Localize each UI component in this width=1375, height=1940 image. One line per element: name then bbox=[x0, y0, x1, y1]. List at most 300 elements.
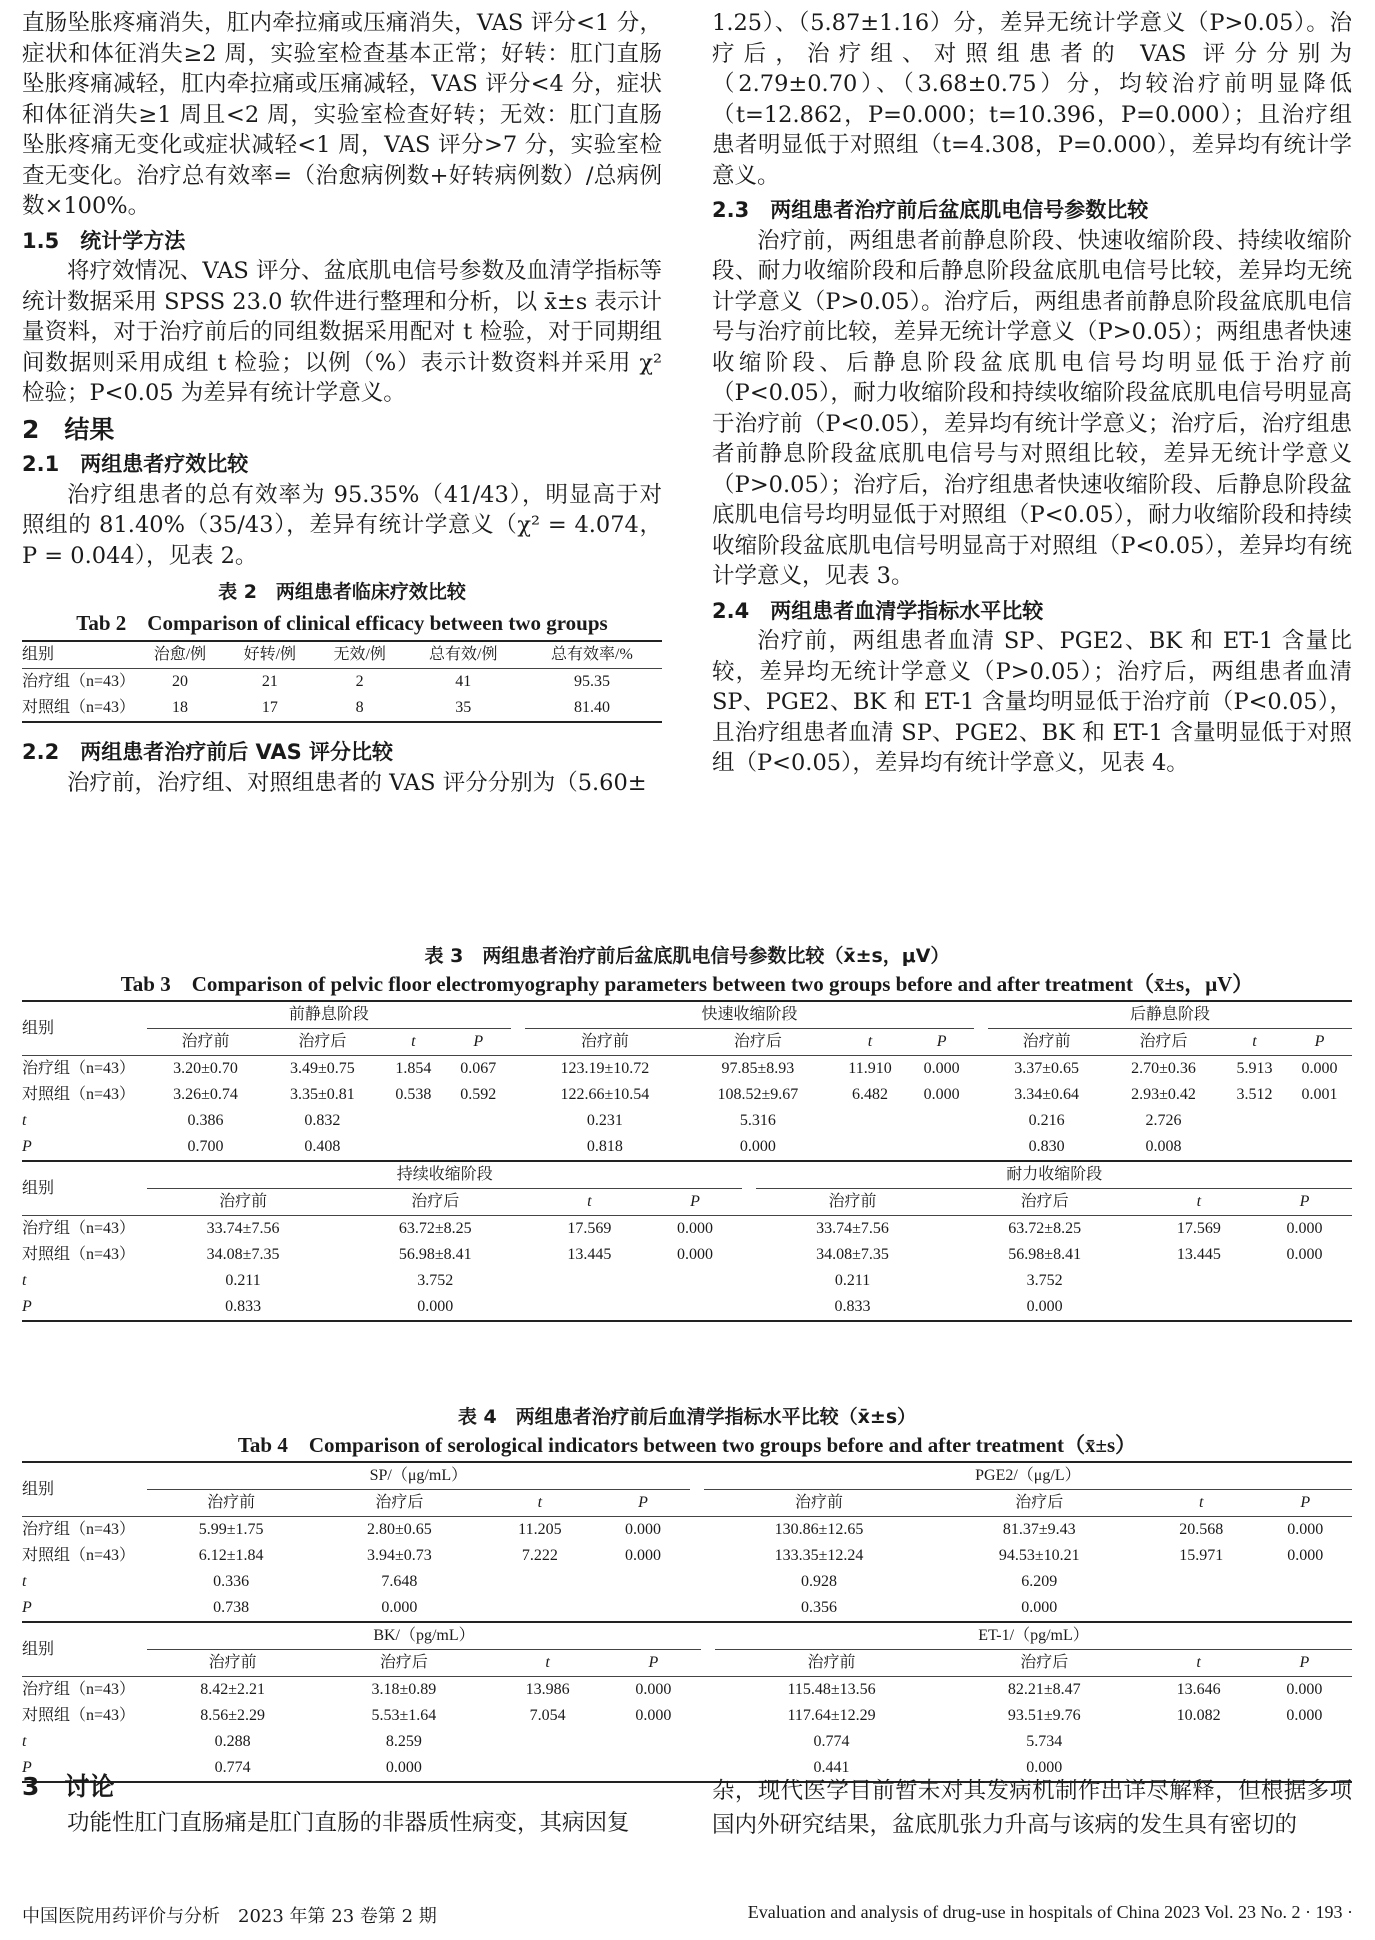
table3-stage-endurance: 耐力收缩阶段 bbox=[756, 1162, 1352, 1189]
table-cell: 122.66±10.54 bbox=[560, 1086, 650, 1103]
table-cell: t bbox=[22, 1112, 27, 1129]
table-row bbox=[22, 695, 662, 722]
table-cell: P bbox=[596, 1490, 690, 1517]
table-cell bbox=[1141, 1268, 1257, 1294]
table-cell: P bbox=[22, 1138, 32, 1155]
table-cell bbox=[647, 1294, 742, 1321]
table-cell: 3.752 bbox=[1026, 1272, 1063, 1289]
table-cell: 对照组（n=43） bbox=[22, 1707, 136, 1724]
table-cell: 0.008 bbox=[1145, 1138, 1182, 1155]
table-cell: 0.592 bbox=[460, 1086, 497, 1103]
table-cell: 7.222 bbox=[521, 1547, 558, 1564]
table-cell bbox=[531, 1268, 647, 1294]
table2 bbox=[22, 640, 662, 723]
table-cell: 3.18±0.89 bbox=[371, 1681, 437, 1698]
table-cell: 7.648 bbox=[381, 1573, 418, 1590]
table-cell: 0.000 bbox=[1286, 1681, 1323, 1698]
table-cell: 0.000 bbox=[1286, 1707, 1323, 1724]
table-cell: 11.205 bbox=[518, 1521, 562, 1538]
table-cell: 0.000 bbox=[739, 1138, 776, 1155]
table-cell: 0.538 bbox=[395, 1086, 432, 1103]
serology-paragraph: 治疗前，两组患者血清 SP、PGE2、BK 和 ET-1 含量比较，差异均无统计学意义（P>0.05）；治疗后，两组患者血清 SP、PGE2、BK 和 ET-1 含量均明显低于治疗前（P<0.05），且治疗组患者血清 SP、PGE2、BK 和 ET-1 含量明显低于对照组（P<0.05），差异均有统计学意义，见表 4。 bbox=[712, 628, 1352, 776]
table-cell: 5.913 bbox=[1236, 1060, 1273, 1077]
table-cell: 治疗后 bbox=[949, 1189, 1141, 1216]
table3-group-label: 组别 bbox=[22, 1001, 147, 1056]
table-cell: 0.000 bbox=[1287, 1521, 1324, 1538]
table-cell: 8.259 bbox=[385, 1733, 422, 1750]
table-cell bbox=[1258, 1595, 1352, 1622]
table-row bbox=[22, 1108, 1352, 1134]
table-cell: 5.53±1.64 bbox=[371, 1707, 437, 1724]
table-cell: 63.72±8.25 bbox=[398, 1220, 472, 1237]
table2-header-group: 组别 bbox=[22, 641, 135, 669]
table-cell: 0.067 bbox=[460, 1060, 497, 1077]
table3-part2 bbox=[22, 1162, 1352, 1322]
table-cell: 3.512 bbox=[1236, 1086, 1273, 1103]
table3-block bbox=[22, 935, 1352, 1322]
table-cell: 13.646 bbox=[1176, 1681, 1221, 1698]
table-cell: t bbox=[1144, 1490, 1258, 1517]
table-cell bbox=[1144, 1569, 1258, 1595]
heading-2-4: 2.4 两组患者血清学指标水平比较 bbox=[712, 598, 1044, 623]
discussion-left bbox=[22, 1764, 662, 1840]
table-cell: 0.000 bbox=[676, 1246, 713, 1263]
table-cell: P bbox=[1257, 1650, 1352, 1677]
table-cell: 21 bbox=[261, 673, 278, 690]
table-row bbox=[22, 1543, 1352, 1569]
table-cell: 95.35 bbox=[573, 673, 610, 690]
column-gap bbox=[974, 1082, 988, 1108]
table-cell bbox=[1257, 1729, 1352, 1755]
table-cell: t bbox=[490, 1650, 606, 1677]
column-gap bbox=[690, 1569, 704, 1595]
table4-group-label-2: 组别 bbox=[22, 1623, 147, 1677]
column-gap bbox=[690, 1595, 704, 1622]
table2-header-row bbox=[22, 641, 662, 669]
table-cell: 2.70±0.36 bbox=[1131, 1060, 1196, 1077]
table-cell: 0.000 bbox=[1026, 1298, 1063, 1315]
table4-stage-row-2 bbox=[22, 1623, 1352, 1650]
table2-header-total: 总有效/例 bbox=[405, 641, 522, 669]
table-cell bbox=[596, 1595, 690, 1622]
table-cell: 治疗后 bbox=[934, 1490, 1144, 1517]
table-row bbox=[22, 1595, 1352, 1622]
criteria-paragraph: 直肠坠胀疼痛消失，肛内牵拉痛或压痛消失，VAS 评分<1 分，症状和体征消失≥2 周，实验室检查基本正常；好转：肛门直肠坠胀疼痛减轻，肛内牵拉痛或压痛减轻，VAS 评分<4 分，症状和体征消失≥1 周且<2 周，实验室检查好转；无效：肛门直肠坠胀疼痛无变化或症状减轻<1 周，VAS 评分>7 分，实验室检查无变化。治疗总有效率=（治愈病例数+好转病例数）/总病例数×100%。 bbox=[22, 10, 662, 219]
table-cell: 0.000 bbox=[1287, 1547, 1324, 1564]
table3-group-label-2: 组别 bbox=[22, 1162, 147, 1216]
table-cell: P bbox=[1287, 1029, 1352, 1056]
column-gap bbox=[974, 1056, 988, 1083]
table-cell: 对照组（n=43） bbox=[22, 699, 136, 716]
table-cell: 0.216 bbox=[1028, 1112, 1065, 1129]
table-cell: 治疗前 bbox=[756, 1189, 948, 1216]
table4-sub-row bbox=[22, 1490, 1352, 1517]
table2-caption-en: Tab 2 Comparison of clinical efficacy between two groups bbox=[76, 610, 608, 635]
table3-caption-cn: 表 3 两组患者治疗前后盆底肌电信号参数比较（x̄±s，μV） bbox=[424, 945, 950, 967]
table-cell: 治疗前 bbox=[147, 1650, 318, 1677]
table-cell: 63.72±8.25 bbox=[1008, 1220, 1082, 1237]
table-cell: 3.94±0.73 bbox=[366, 1547, 432, 1564]
table-cell: t bbox=[831, 1029, 909, 1056]
table-cell: 对照组（n=43） bbox=[22, 1086, 136, 1103]
table-row bbox=[22, 1294, 1352, 1321]
table-cell bbox=[381, 1108, 446, 1134]
table-cell: 0.833 bbox=[225, 1298, 262, 1315]
table-row bbox=[22, 1242, 1352, 1268]
table-cell: 治疗后 bbox=[264, 1029, 381, 1056]
table-cell: 20 bbox=[171, 673, 188, 690]
column-gap bbox=[974, 1134, 988, 1161]
table-cell: 治疗组（n=43） bbox=[22, 1220, 136, 1237]
table-cell: 治疗后 bbox=[948, 1650, 1140, 1677]
table-cell: t bbox=[1222, 1029, 1287, 1056]
table-cell bbox=[1287, 1134, 1352, 1161]
table3-stage-row-2 bbox=[22, 1162, 1352, 1189]
table-cell: t bbox=[22, 1733, 27, 1750]
table-cell: t bbox=[22, 1272, 27, 1289]
column-gap bbox=[701, 1703, 715, 1729]
table-cell: 2.726 bbox=[1145, 1112, 1182, 1129]
table-cell: 治疗前 bbox=[988, 1029, 1105, 1056]
table-cell: 6.12±1.84 bbox=[198, 1547, 264, 1564]
table2-header-rate: 总有效率/% bbox=[522, 641, 662, 669]
table-cell: 2.80±0.65 bbox=[366, 1521, 432, 1538]
table-cell: P bbox=[1258, 1490, 1352, 1517]
table-cell: 0.830 bbox=[1028, 1138, 1065, 1155]
table-cell: 0.001 bbox=[1301, 1086, 1338, 1103]
table-cell: 1.854 bbox=[395, 1060, 432, 1077]
table4-block bbox=[22, 1396, 1352, 1783]
table-row bbox=[22, 1703, 1352, 1729]
table-cell: 3.34±0.64 bbox=[1014, 1086, 1079, 1103]
table-cell: t bbox=[484, 1490, 597, 1517]
table-cell bbox=[381, 1134, 446, 1161]
table-cell: 6.209 bbox=[1021, 1573, 1058, 1590]
table-cell: 33.74±7.56 bbox=[816, 1220, 889, 1237]
table-cell: 0.336 bbox=[213, 1573, 250, 1590]
table-cell: 81.37±9.43 bbox=[1002, 1521, 1076, 1538]
table-cell: 20.568 bbox=[1179, 1521, 1224, 1538]
left-column bbox=[22, 8, 662, 798]
table-cell: 0.231 bbox=[586, 1112, 623, 1129]
table-cell: 41 bbox=[455, 673, 472, 690]
table-row bbox=[22, 1569, 1352, 1595]
table-row bbox=[22, 1056, 1352, 1083]
table-cell: 0.000 bbox=[923, 1060, 960, 1077]
table-cell: 0.000 bbox=[635, 1681, 672, 1698]
table-cell: P bbox=[22, 1298, 32, 1315]
table-cell bbox=[1144, 1595, 1258, 1622]
table-cell: 治疗组（n=43） bbox=[22, 1521, 136, 1538]
table-cell: 0.408 bbox=[304, 1138, 341, 1155]
table-cell: 34.08±7.35 bbox=[206, 1246, 280, 1263]
table3-stage-row bbox=[22, 1001, 1352, 1029]
vas-paragraph: 治疗前，治疗组、对照组患者的 VAS 评分分别为（5.60± bbox=[67, 769, 647, 796]
table-cell: 0.386 bbox=[187, 1112, 224, 1129]
discussion-left-text: 功能性肛门直肠痛是肛门直肠的非器质性病变，其病因复 bbox=[67, 1810, 630, 1836]
table-cell: P bbox=[22, 1599, 32, 1616]
table-cell: 2.93±0.42 bbox=[1131, 1086, 1196, 1103]
table-cell: 0.000 bbox=[417, 1298, 454, 1315]
table-cell: 治疗后 bbox=[685, 1029, 831, 1056]
table-cell: 0.000 bbox=[1286, 1220, 1323, 1237]
table-cell: 35 bbox=[455, 699, 472, 716]
column-gap bbox=[701, 1729, 715, 1755]
footer-journal-en: Evaluation and analysis of drug-use in hospitals of China 2023 Vol. 23 No. 2 · 193 · bbox=[747, 1902, 1353, 1922]
table-cell: 治疗组（n=43） bbox=[22, 673, 136, 690]
table-cell bbox=[831, 1134, 909, 1161]
table4-part1 bbox=[22, 1461, 1352, 1623]
table-cell: t bbox=[22, 1573, 27, 1590]
table-cell: P bbox=[1257, 1189, 1352, 1216]
table-cell: 8.42±2.21 bbox=[200, 1681, 266, 1698]
table-cell bbox=[909, 1108, 974, 1134]
table3-stage-post-rest: 后静息阶段 bbox=[988, 1001, 1352, 1029]
table-cell: 56.98±8.41 bbox=[1008, 1246, 1082, 1263]
table4-caption-en: Tab 4 Comparison of serological indicators between two groups before and after treatment（x̄±s） bbox=[237, 1433, 1137, 1457]
table-cell: 8.56±2.29 bbox=[200, 1707, 266, 1724]
table-cell: 治疗前 bbox=[147, 1490, 315, 1517]
table-cell: 82.21±8.47 bbox=[1007, 1681, 1081, 1698]
table-cell: 0.832 bbox=[304, 1112, 341, 1129]
table-cell: 0.000 bbox=[1286, 1246, 1323, 1263]
table3-part1-body bbox=[22, 1056, 1352, 1162]
stats-paragraph: 将疗效情况、VAS 评分、盆底肌电信号参数及血清学指标等统计数据采用 SPSS 23.0 软件进行整理和分析，以 x̄±s 表示计量资料，对于治疗前后的同组数据采用配对 t 检验，对于同期组间数据则采用成组 t 检验；以例（%）表示计数资料并采用 χ² 检验；P<0.05 为差异有统计学意义。 bbox=[22, 258, 662, 406]
table-cell: 0.000 bbox=[676, 1220, 713, 1237]
footer-journal-cn: 中国医院用药评价与分析 2023 年第 23 卷第 2 期 bbox=[22, 1906, 437, 1927]
table-cell: 3.752 bbox=[417, 1272, 454, 1289]
table4-stage-pge2: PGE2/（μg/L） bbox=[704, 1462, 1352, 1490]
table-cell: 94.53±10.21 bbox=[998, 1547, 1080, 1564]
table-cell: 0.928 bbox=[801, 1573, 838, 1590]
table-cell: P bbox=[606, 1650, 701, 1677]
table-cell bbox=[596, 1569, 690, 1595]
table3-sub-row bbox=[22, 1029, 1352, 1056]
table-cell: 17.569 bbox=[567, 1220, 612, 1237]
table-cell: 治疗前 bbox=[715, 1650, 948, 1677]
table-cell bbox=[647, 1268, 742, 1294]
table-row bbox=[22, 669, 662, 696]
table-cell: P bbox=[647, 1189, 742, 1216]
table3-stage-sustained: 持续收缩阶段 bbox=[147, 1162, 742, 1189]
table-cell: 130.86±12.65 bbox=[774, 1521, 864, 1538]
table-cell: 13.445 bbox=[567, 1246, 612, 1263]
table4-group-label: 组别 bbox=[22, 1462, 147, 1517]
table-cell: 治疗后 bbox=[1105, 1029, 1222, 1056]
column-gap bbox=[701, 1677, 715, 1704]
table-cell: 56.98±8.41 bbox=[398, 1246, 472, 1263]
table-cell: 治疗前 bbox=[704, 1490, 935, 1517]
table3-stage-pre-rest: 前静息阶段 bbox=[147, 1001, 511, 1029]
table-cell bbox=[531, 1294, 647, 1321]
table-cell: 0.774 bbox=[214, 1759, 251, 1776]
table-cell: 7.054 bbox=[529, 1707, 566, 1724]
column-gap bbox=[511, 1134, 525, 1161]
table-row bbox=[22, 1216, 1352, 1243]
column-gap bbox=[511, 1108, 525, 1134]
table-cell bbox=[1141, 1294, 1257, 1321]
table-cell: 117.64±12.29 bbox=[787, 1707, 876, 1724]
table-cell: 115.48±13.56 bbox=[787, 1681, 876, 1698]
heading-2-3: 2.3 两组患者治疗前后盆底肌电信号参数比较 bbox=[712, 198, 1149, 222]
emg-paragraph: 治疗前，两组患者前静息阶段、快速收缩阶段、持续收缩阶段、耐力收缩阶段和后静息阶段盆底肌电信号比较，差异均无统计学意义（P>0.05）。治疗后，两组患者前静息阶段盆底肌电信号与治疗前比较，差异无统计学意义（P>0.05）；两组患者快速收缩阶段、后静息阶段盆底肌电信号均明显低于治疗前（P<0.05），耐力收缩阶段和持续收缩阶段盆底肌电信号明显高于治疗前（P<0.05），差异均有统计学意义；治疗后，治疗组患者前静息阶段盆底肌电信号与对照组比较，差异无统计学意义（P>0.05）；治疗后，治疗组患者快速收缩阶段、后静息阶段盆底肌电信号均明显低于对照组（P<0.05），耐力收缩阶段和持续收缩阶段盆底肌电信号明显高于对照组（P<0.05），差异均有统计学意义，见表 3。 bbox=[712, 227, 1352, 589]
table4-part2 bbox=[22, 1623, 1352, 1783]
table-cell: 81.40 bbox=[573, 699, 610, 716]
table3-caption-en: Tab 3 Comparison of pelvic floor electromyography parameters between two groups before and after treatment（x̄±s，μV） bbox=[120, 972, 1254, 996]
table-cell bbox=[1257, 1268, 1352, 1294]
table-cell: 93.51±9.76 bbox=[1007, 1707, 1081, 1724]
table-cell: 15.971 bbox=[1179, 1547, 1224, 1564]
table-cell: 0.288 bbox=[214, 1733, 251, 1750]
discussion-right bbox=[712, 1774, 1352, 1842]
table-cell: 对照组（n=43） bbox=[22, 1246, 136, 1263]
table-cell: 18 bbox=[171, 699, 188, 716]
table-cell: 3.49±0.75 bbox=[289, 1060, 355, 1077]
table-cell bbox=[484, 1595, 597, 1622]
table-cell: 0.000 bbox=[1301, 1060, 1338, 1077]
table-cell bbox=[909, 1134, 974, 1161]
table-cell bbox=[1140, 1729, 1256, 1755]
table-cell: 治疗组（n=43） bbox=[22, 1060, 136, 1077]
column-gap bbox=[742, 1216, 756, 1243]
column-gap bbox=[511, 1056, 525, 1083]
table-cell: 治疗后 bbox=[339, 1189, 531, 1216]
table-cell: 0.833 bbox=[834, 1298, 871, 1315]
table-cell: t bbox=[381, 1029, 446, 1056]
column-gap bbox=[511, 1082, 525, 1108]
column-gap bbox=[742, 1242, 756, 1268]
table-row bbox=[22, 1517, 1352, 1544]
table-cell bbox=[446, 1108, 511, 1134]
table4-stage-sp: SP/（μg/mL） bbox=[147, 1462, 690, 1490]
table3-sub-row-2 bbox=[22, 1189, 1352, 1216]
heading-2-2: 2.2 两组患者治疗前后 VAS 评分比较 bbox=[22, 740, 394, 764]
table-row bbox=[22, 1729, 1352, 1755]
table-cell: 对照组（n=43） bbox=[22, 1547, 136, 1564]
table-cell: 3.37±0.65 bbox=[1014, 1060, 1079, 1077]
table2-caption-cn: 表 2 两组患者临床疗效比较 bbox=[218, 581, 466, 603]
table-cell bbox=[484, 1569, 597, 1595]
table-cell: 0.000 bbox=[381, 1599, 418, 1616]
table-cell: 0.738 bbox=[213, 1599, 250, 1616]
table-row bbox=[22, 1134, 1352, 1161]
table-cell: 治疗前 bbox=[147, 1189, 339, 1216]
table-cell: P bbox=[909, 1029, 974, 1056]
table-cell: P bbox=[446, 1029, 511, 1056]
table-cell: 0.211 bbox=[834, 1272, 871, 1289]
table-cell bbox=[1287, 1108, 1352, 1134]
table4-stage-row bbox=[22, 1462, 1352, 1490]
table-cell: 0.211 bbox=[225, 1272, 261, 1289]
table-cell: 0.700 bbox=[187, 1138, 224, 1155]
column-gap bbox=[742, 1268, 756, 1294]
table-cell bbox=[446, 1134, 511, 1161]
table2-header-improved: 好转/例 bbox=[225, 641, 315, 669]
table4-sub-row-2 bbox=[22, 1650, 1352, 1677]
vas-paragraph-cont: 1.25）、（5.87±1.16）分，差异无统计学意义（P>0.05）。治疗后，治疗组、对照组患者的 VAS 评分分别为（2.79±0.70）、（3.68±0.75）分，均较治疗前明显降低（t=12.862，P=0.000；t=10.396，P=0.000）；且治疗组患者明显低于对照组（t=4.308，P=0.000），差异均有统计学意义。 bbox=[712, 10, 1352, 189]
table-cell bbox=[1222, 1134, 1287, 1161]
table-cell: 0.441 bbox=[813, 1759, 850, 1776]
heading-2: 2 结果 bbox=[22, 414, 115, 444]
table-row bbox=[22, 1677, 1352, 1704]
table-cell: 17 bbox=[261, 699, 278, 716]
table-cell: 0.000 bbox=[1026, 1759, 1063, 1776]
table-cell: 33.74±7.56 bbox=[206, 1220, 280, 1237]
table-row bbox=[22, 1082, 1352, 1108]
table-cell: 0.774 bbox=[813, 1733, 850, 1750]
table3-part1 bbox=[22, 1000, 1352, 1162]
table-cell: 5.99±1.75 bbox=[198, 1521, 264, 1538]
table-cell: 108.52±9.67 bbox=[717, 1086, 799, 1103]
table-row bbox=[22, 1268, 1352, 1294]
table-cell: 6.482 bbox=[851, 1086, 888, 1103]
table-cell bbox=[1222, 1108, 1287, 1134]
table-cell: 0.000 bbox=[624, 1521, 661, 1538]
column-gap bbox=[974, 1108, 988, 1134]
table-cell: 123.19±10.72 bbox=[560, 1060, 650, 1077]
table4-caption-cn: 表 4 两组患者治疗前后血清学指标水平比较（x̄±s） bbox=[457, 1406, 917, 1428]
column-gap bbox=[690, 1543, 704, 1569]
table-cell: 17.569 bbox=[1176, 1220, 1221, 1237]
heading-1-5: 1.5 统计学方法 bbox=[22, 228, 186, 253]
table-cell: 治疗后 bbox=[315, 1490, 483, 1517]
table-cell: 3.35±0.81 bbox=[289, 1086, 355, 1103]
table-cell: 0.000 bbox=[624, 1547, 661, 1564]
table-cell: 0.356 bbox=[801, 1599, 838, 1616]
column-gap bbox=[742, 1294, 756, 1321]
table-cell: 97.85±8.93 bbox=[721, 1060, 795, 1077]
table-cell: P bbox=[22, 1759, 32, 1776]
table-cell: 治疗前 bbox=[525, 1029, 685, 1056]
table-cell: 治疗前 bbox=[147, 1029, 264, 1056]
table4-stage-et1: ET-1/（pg/mL） bbox=[715, 1623, 1352, 1650]
heading-3: 3 讨论 bbox=[22, 1772, 115, 1801]
table-cell: 0.000 bbox=[385, 1759, 422, 1776]
table-cell: 133.35±12.24 bbox=[774, 1547, 864, 1564]
table-cell: 0.000 bbox=[1021, 1599, 1058, 1616]
table-cell bbox=[831, 1108, 909, 1134]
right-column bbox=[712, 8, 1352, 779]
table-cell: 3.26±0.74 bbox=[173, 1086, 238, 1103]
table-cell: 2 bbox=[355, 673, 364, 690]
table-cell: 13.986 bbox=[525, 1681, 570, 1698]
table-cell: 0.000 bbox=[923, 1086, 960, 1103]
table2-header-invalid: 无效/例 bbox=[315, 641, 405, 669]
table3-stage-fast: 快速收缩阶段 bbox=[525, 1001, 974, 1029]
table-cell: 3.20±0.70 bbox=[173, 1060, 238, 1077]
table-cell: 5.734 bbox=[1026, 1733, 1063, 1750]
table-cell: 0.000 bbox=[635, 1707, 672, 1724]
table-cell: t bbox=[1140, 1650, 1256, 1677]
heading-2-1: 2.1 两组患者疗效比较 bbox=[22, 452, 249, 476]
table-cell: 13.445 bbox=[1176, 1246, 1221, 1263]
table-cell: 34.08±7.35 bbox=[816, 1246, 889, 1263]
table2-header-cured: 治愈/例 bbox=[135, 641, 225, 669]
table-cell: 5.316 bbox=[739, 1112, 776, 1129]
table-cell: 0.818 bbox=[586, 1138, 623, 1155]
table4-stage-bk: BK/（pg/mL） bbox=[147, 1623, 701, 1650]
table-cell: 治疗后 bbox=[318, 1650, 489, 1677]
table3-part2-body bbox=[22, 1216, 1352, 1322]
table-cell bbox=[490, 1729, 606, 1755]
column-gap bbox=[690, 1517, 704, 1544]
table-cell bbox=[606, 1729, 701, 1755]
table-cell: t bbox=[1141, 1189, 1257, 1216]
efficacy-paragraph: 治疗组患者的总有效率为 95.35%（41/43），明显高于对照组的 81.40%（35/43），差异有统计学意义（χ² = 4.074，P = 0.044），见表 2。 bbox=[22, 481, 662, 569]
table-cell bbox=[1257, 1294, 1352, 1321]
table-cell: 8 bbox=[355, 699, 364, 716]
table-cell: 10.082 bbox=[1176, 1707, 1221, 1724]
